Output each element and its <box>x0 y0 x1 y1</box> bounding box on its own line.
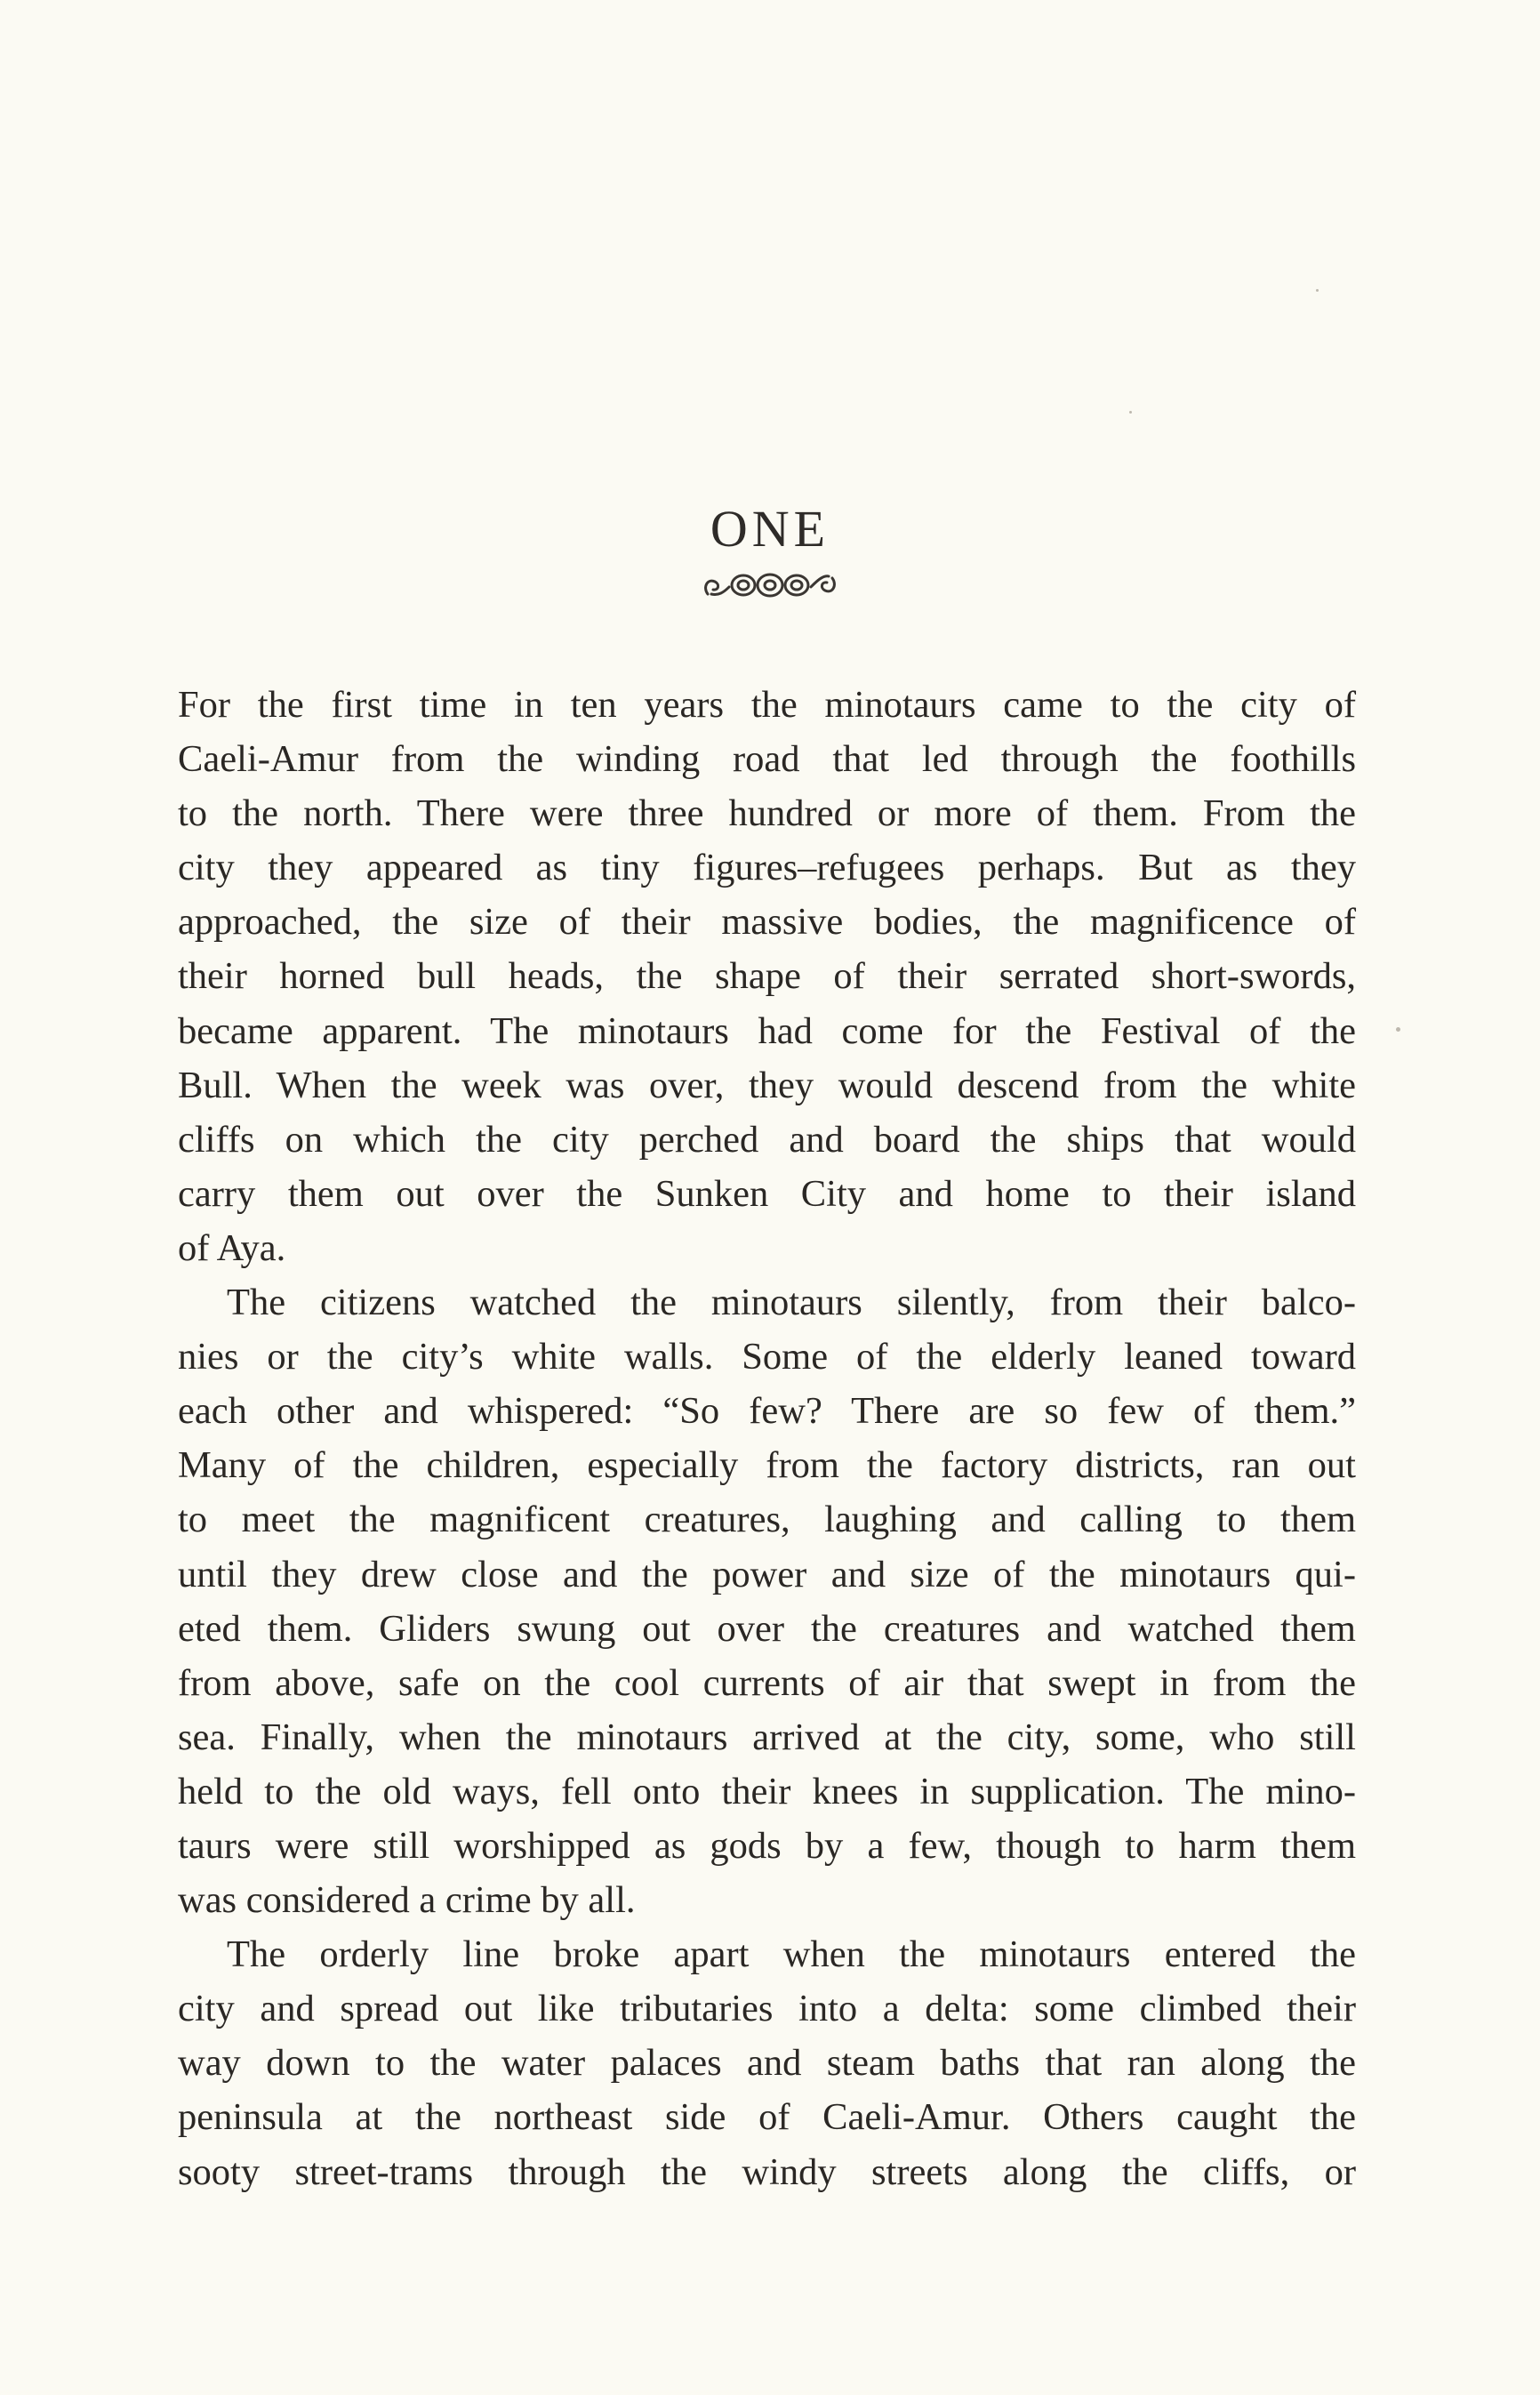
text-line: to meet the magnificent creatures, laughing and calling to them <box>178 1499 1356 1541</box>
text-line: of Aya. <box>178 1226 286 1269</box>
text-line: carry them out over the Sunken City and home to their island <box>178 1172 1356 1215</box>
text-line: became apparent. The minotaurs had come for the Festival of the <box>178 1009 1356 1052</box>
text-line: city they appeared as tiny figures–refugees perhaps. But as they <box>178 847 1356 889</box>
text-line: Many of the children, especially from the factory districts, ran out <box>178 1444 1356 1487</box>
text-line: until they drew close and the power and size of the minotaurs qui- <box>178 1553 1356 1595</box>
text-line: nies or the city’s white walls. Some of the elderly leaned toward <box>178 1336 1356 1378</box>
chapter-title: ONE <box>710 500 830 558</box>
text-line: sea. Finally, when the minotaurs arrived at the city, some, who still <box>178 1716 1356 1758</box>
paragraph-3 <box>178 1927 1356 2198</box>
text-line: sooty street-trams through the windy streets along the cliffs, or <box>178 2150 1356 2193</box>
text-line: approached, the size of their massive bodies, the magnificence of <box>178 901 1356 944</box>
paragraph-2 <box>178 1275 1356 1927</box>
text-line: peninsula at the northeast side of Caeli-Amur. Others caught the <box>178 2096 1356 2139</box>
text-line: was considered a crime by all. <box>178 1879 636 1922</box>
text-line: each other and whispered: “So few? There are so few of them.” <box>178 1390 1356 1433</box>
text-line: cliffs on which the city perched and board the ships that would <box>178 1118 1356 1161</box>
text-line: from above, safe on the cool currents of air that swept in from the <box>178 1661 1356 1704</box>
text-line: The citizens watched the minotaurs silently, from their balco- <box>227 1282 1356 1324</box>
text-line: city and spread out like tributaries into a delta: some climbed their <box>178 1988 1356 2030</box>
text-line: Caeli-Amur from the winding road that led through the foothills <box>178 738 1356 781</box>
text-line: their horned bull heads, the shape of their serrated short-swords, <box>178 955 1356 998</box>
text-line: held to the old ways, fell onto their knees in supplication. The mino- <box>178 1770 1356 1812</box>
text-line: to the north. There were three hundred or more of them. From the <box>178 792 1356 835</box>
text-line: taurs were still worshipped as gods by a few, though to harm them <box>178 1824 1356 1867</box>
paper-speck <box>1129 411 1132 414</box>
chapter-heading <box>0 498 1540 603</box>
text-line: eted them. Gliders swung out over the creatures and watched them <box>178 1607 1356 1650</box>
paragraph-1 <box>178 678 1356 1275</box>
text-line: Bull. When the week was over, they would descend from the white <box>178 1064 1356 1106</box>
text-line: The orderly line broke apart when the minotaurs entered the <box>227 1933 1356 1976</box>
scroll-flourish-icon <box>699 567 841 603</box>
paper-speck <box>1316 289 1319 292</box>
paper-speck <box>1396 1027 1400 1032</box>
text-line: way down to the water palaces and steam baths that ran along the <box>178 2042 1356 2085</box>
text-line: For the first time in ten years the minotaurs came to the city of <box>178 684 1356 726</box>
chapter-body-text <box>178 678 1356 2199</box>
